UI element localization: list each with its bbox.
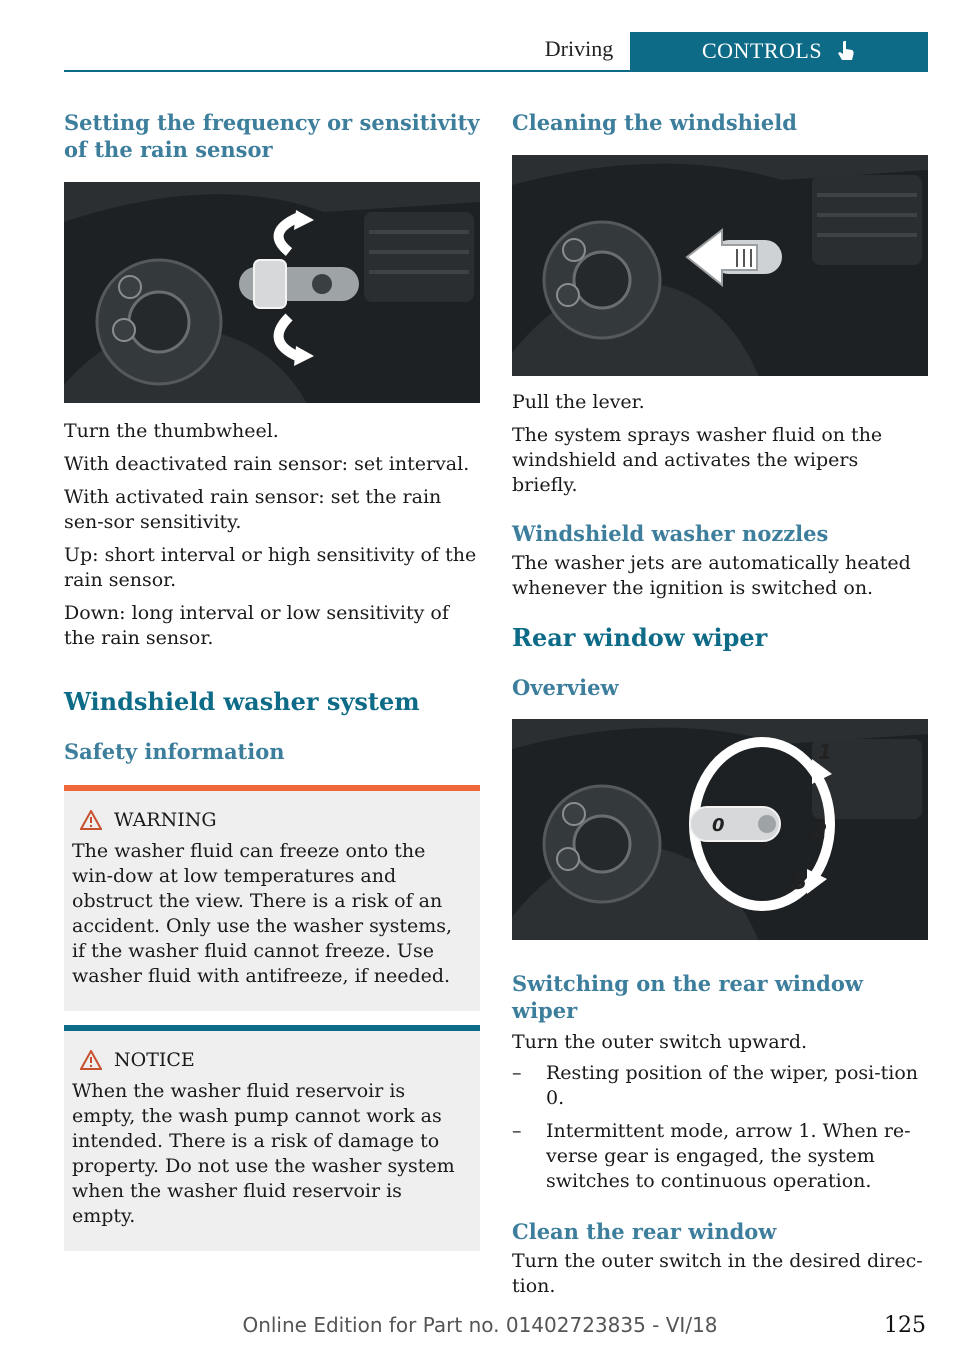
warning-title: WARNING [114, 809, 217, 831]
rear-wiper-arrow2-label: 2 [812, 820, 828, 845]
dash-marker: – [512, 1062, 522, 1084]
text-up: Up: short interval or high sensitivity of the rain sensor. [64, 544, 477, 591]
heading-rain-sensor: Setting the frequency or sensitivity of the rain sensor [64, 110, 480, 162]
left-column [64, 100, 480, 1251]
dash-marker: – [512, 1120, 522, 1142]
text-activated: With activated rain sensor: set the rain sen-sor sensitivity. [64, 486, 442, 533]
notice-box [64, 1025, 480, 1251]
page-number: 125 [884, 1313, 926, 1338]
list-item [512, 1061, 928, 1111]
list-item-text: Intermittent mode, arrow 1. When re-verse gear is engaged, the system switches to continuous operation. [546, 1120, 911, 1192]
heading-switching-on: Switching on the rear window wiper [512, 971, 863, 1023]
notice-bar [64, 1025, 480, 1031]
rear-wiper-pos0-label: 0 [712, 815, 725, 836]
header-chapter-tab [630, 32, 928, 70]
heading-washer-system: Windshield washer system [64, 687, 420, 716]
rear-wiper-figure [512, 719, 928, 940]
header-chapter-label: CONTROLS [701, 38, 823, 63]
heading-safety-info: Safety information [64, 739, 285, 764]
text-nozzles: The washer jets are automatically heated whenever the ignition is switched on. [512, 552, 911, 599]
list-item-text: Resting position of the wiper, posi-tion 0. [546, 1062, 919, 1109]
warning-triangle-icon [80, 810, 102, 830]
notice-text: When the washer fluid reservoir is empty, the wash pump cannot work as intended. There is a risk of damage to property. Do not use the washer system when the washer fluid reservoir is empty. [72, 1080, 455, 1227]
text-pull-lever: Pull the lever. [512, 391, 645, 413]
text-turn-direction: Turn the outer switch in the desired direc-tion. [512, 1250, 923, 1297]
text-deactivated: With deactivated rain sensor: set interval. [64, 453, 470, 475]
rear-wiper-arrow3-label: 3 [792, 870, 808, 895]
pull-lever-figure [512, 155, 928, 376]
text-turn-thumbwheel: Turn the thumbwheel. [64, 420, 279, 442]
rear-wiper-arrow1-label: 1 [818, 740, 832, 764]
text-turn-outer-switch: Turn the outer switch upward. [512, 1031, 808, 1053]
heading-overview: Overview [512, 675, 619, 700]
warning-text: The washer fluid can freeze onto the win-dow at low temperatures and obstruct the view. There is a risk of an accident. Only use the washer systems, if the washer fluid cannot freeze. Use washer fluid with antifreeze, if needed. [72, 840, 452, 987]
warning-bar [64, 785, 480, 791]
right-column [512, 100, 928, 1299]
warning-box [64, 785, 480, 1011]
text-down: Down: long interval or low sensitivity of the rain sensor. [64, 602, 449, 649]
heading-nozzles: Windshield washer nozzles [512, 521, 829, 546]
notice-title: NOTICE [114, 1049, 195, 1071]
header-section-label: Driving [544, 36, 614, 61]
notice-triangle-icon [80, 1050, 102, 1070]
rear-wiper-list [512, 1061, 928, 1194]
footer-edition: Online Edition for Part no. 01402723835 - VI/18 [242, 1313, 718, 1337]
thumbwheel-figure [64, 182, 480, 403]
heading-clean-rear: Clean the rear window [512, 1219, 777, 1244]
heading-cleaning-windshield: Cleaning the windshield [512, 110, 797, 135]
hand-pointer-icon [836, 40, 856, 62]
text-system-sprays: The system sprays washer fluid on the windshield and activates the wipers briefly. [512, 424, 883, 496]
header-rule [64, 70, 928, 72]
heading-rear-wiper: Rear window wiper [512, 623, 768, 652]
list-item [512, 1119, 928, 1194]
